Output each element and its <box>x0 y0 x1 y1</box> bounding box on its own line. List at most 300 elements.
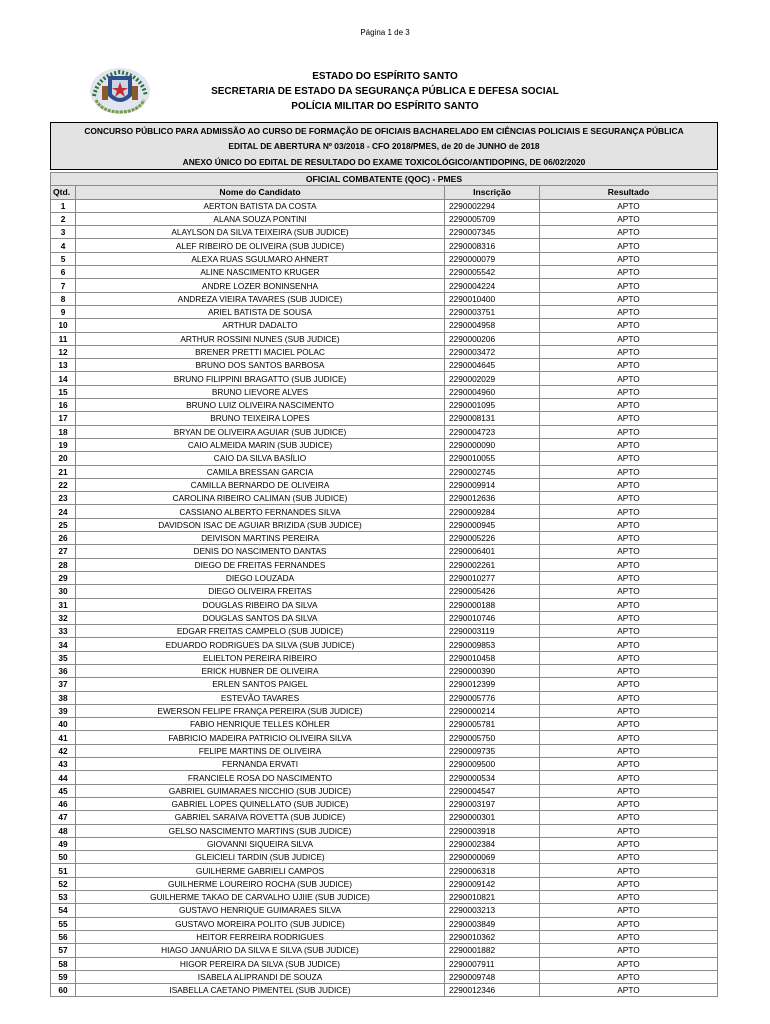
table-row <box>51 811 718 824</box>
inscricao: 2290007345 <box>445 226 540 239</box>
candidate-name: ALANA SOUZA PONTINI <box>76 212 445 225</box>
inscricao: 2290005781 <box>445 718 540 731</box>
inscricao: 2290009284 <box>445 505 540 518</box>
table-row <box>51 824 718 837</box>
candidate-name: CAIO ALMEIDA MARIN (SUB JUDICE) <box>76 438 445 451</box>
table-row <box>51 226 718 239</box>
resultado: APTO <box>540 691 718 704</box>
candidate-name: ARIEL BATISTA DE SOUSA <box>76 305 445 318</box>
row-qtd: 28 <box>51 558 76 571</box>
candidate-name: ANDREZA VIEIRA TAVARES (SUB JUDICE) <box>76 292 445 305</box>
inscricao: 2290006401 <box>445 545 540 558</box>
row-qtd: 33 <box>51 625 76 638</box>
inscricao: 2290000301 <box>445 811 540 824</box>
resultado: APTO <box>540 824 718 837</box>
inscricao: 2290003213 <box>445 904 540 917</box>
row-qtd: 36 <box>51 664 76 677</box>
inscricao: 2290008131 <box>445 412 540 425</box>
candidate-name: HIAGO JANUÁRIO DA SILVA E SILVA (SUB JUDICE) <box>76 944 445 957</box>
inscricao: 2290010400 <box>445 292 540 305</box>
row-qtd: 18 <box>51 425 76 438</box>
resultado: APTO <box>540 505 718 518</box>
row-qtd: 26 <box>51 532 76 545</box>
resultado: APTO <box>540 319 718 332</box>
row-qtd: 12 <box>51 345 76 358</box>
row-qtd: 35 <box>51 651 76 664</box>
inscricao: 2290009914 <box>445 478 540 491</box>
row-qtd: 38 <box>51 691 76 704</box>
candidate-name: EWERSON FELIPE FRANÇA PEREIRA (SUB JUDICE) <box>76 704 445 717</box>
column-header-row <box>51 186 718 199</box>
resultado: APTO <box>540 545 718 558</box>
row-qtd: 24 <box>51 505 76 518</box>
table-row <box>51 585 718 598</box>
inscricao: 2290003472 <box>445 345 540 358</box>
secretariat-title: SECRETARIA DE ESTADO DA SEGURANÇA PÚBLICA E DEFESA SOCIAL <box>211 86 559 97</box>
inscricao: 2290000090 <box>445 438 540 451</box>
candidate-name: HEITOR FERREIRA RODRIGUES <box>76 930 445 943</box>
page-number: Página 1 de 3 <box>360 28 410 37</box>
resultado: APTO <box>540 744 718 757</box>
table-row <box>51 771 718 784</box>
row-qtd: 2 <box>51 212 76 225</box>
row-qtd: 6 <box>51 266 76 279</box>
inscricao: 2290000390 <box>445 664 540 677</box>
inscricao: 2290005542 <box>445 266 540 279</box>
inscricao: 2290004547 <box>445 784 540 797</box>
inscricao: 2290009735 <box>445 744 540 757</box>
table-row <box>51 292 718 305</box>
table-row <box>51 505 718 518</box>
row-qtd: 52 <box>51 877 76 890</box>
resultado: APTO <box>540 625 718 638</box>
candidate-name: DIEGO DE FREITAS FERNANDES <box>76 558 445 571</box>
table-row <box>51 212 718 225</box>
row-qtd: 19 <box>51 438 76 451</box>
police-title: POLÍCIA MILITAR DO ESPÍRITO SANTO <box>291 101 479 112</box>
row-qtd: 40 <box>51 718 76 731</box>
resultado: APTO <box>540 851 718 864</box>
inscricao: 2290012399 <box>445 678 540 691</box>
table-row <box>51 611 718 624</box>
resultado: APTO <box>540 332 718 345</box>
row-qtd: 5 <box>51 252 76 265</box>
candidate-name: BRENER PRETTI MACIEL POLAC <box>76 345 445 358</box>
inscricao: 2290000079 <box>445 252 540 265</box>
inscricao: 2290010277 <box>445 571 540 584</box>
inscricao: 2290002029 <box>445 372 540 385</box>
results-table <box>50 172 718 997</box>
resultado: APTO <box>540 438 718 451</box>
table-row <box>51 425 718 438</box>
candidate-name: FERNANDA ERVATI <box>76 758 445 771</box>
row-qtd: 57 <box>51 944 76 957</box>
resultado: APTO <box>540 704 718 717</box>
inscricao: 2290009748 <box>445 970 540 983</box>
row-qtd: 9 <box>51 305 76 318</box>
candidate-name: ERICK HUBNER DE OLIVEIRA <box>76 664 445 677</box>
candidate-name: DEIVISON MARTINS PEREIRA <box>76 532 445 545</box>
inscricao: 2290003197 <box>445 797 540 810</box>
resultado: APTO <box>540 651 718 664</box>
resultado: APTO <box>540 811 718 824</box>
table-row <box>51 704 718 717</box>
inscricao: 2290005226 <box>445 532 540 545</box>
inscricao: 2290005709 <box>445 212 540 225</box>
resultado: APTO <box>540 239 718 252</box>
candidate-name: DIEGO OLIVEIRA FREITAS <box>76 585 445 598</box>
inscricao: 2290009500 <box>445 758 540 771</box>
resultado: APTO <box>540 452 718 465</box>
candidate-name: ERLEN SANTOS PAIGEL <box>76 678 445 691</box>
inscricao: 2290000214 <box>445 704 540 717</box>
inscricao: 2290002261 <box>445 558 540 571</box>
inscricao: 2290002294 <box>445 199 540 212</box>
row-qtd: 60 <box>51 984 76 997</box>
table-row <box>51 545 718 558</box>
notice-annex-line: ANEXO ÚNICO DO EDITAL DE RESULTADO DO EXAME TOXICOLÓGICO/ANTIDOPING, DE 06/02/2020 <box>182 156 586 167</box>
inscricao: 2290010746 <box>445 611 540 624</box>
inscricao: 2290010458 <box>445 651 540 664</box>
candidate-name: GABRIEL GUIMARAES NICCHIO (SUB JUDICE) <box>76 784 445 797</box>
inscricao: 2290003751 <box>445 305 540 318</box>
row-qtd: 46 <box>51 797 76 810</box>
table-row <box>51 532 718 545</box>
candidate-name: BRUNO LUIZ OLIVEIRA NASCIMENTO <box>76 399 445 412</box>
candidate-name: EDGAR FREITAS CAMPELO (SUB JUDICE) <box>76 625 445 638</box>
resultado: APTO <box>540 425 718 438</box>
resultado: APTO <box>540 478 718 491</box>
notice-box <box>50 122 718 170</box>
table-row <box>51 412 718 425</box>
resultado: APTO <box>540 359 718 372</box>
resultado: APTO <box>540 199 718 212</box>
row-qtd: 39 <box>51 704 76 717</box>
candidate-name: ISABELLA CAETANO PIMENTEL (SUB JUDICE) <box>76 984 445 997</box>
candidate-name: ISABELA ALIPRANDI DE SOUZA <box>76 970 445 983</box>
row-qtd: 1 <box>51 199 76 212</box>
inscricao: 2290004958 <box>445 319 540 332</box>
table-row <box>51 438 718 451</box>
candidate-name: DOUGLAS SANTOS DA SILVA <box>76 611 445 624</box>
inscricao: 2290000534 <box>445 771 540 784</box>
row-qtd: 45 <box>51 784 76 797</box>
resultado: APTO <box>540 465 718 478</box>
table-row <box>51 452 718 465</box>
inscricao: 2290008316 <box>445 239 540 252</box>
candidate-name: CASSIANO ALBERTO FERNANDES SILVA <box>76 505 445 518</box>
row-qtd: 15 <box>51 385 76 398</box>
inscricao: 2290010055 <box>445 452 540 465</box>
candidate-name: ARTHUR ROSSINI NUNES (SUB JUDICE) <box>76 332 445 345</box>
table-row <box>51 478 718 491</box>
candidate-name: GLEICIELI TARDIN (SUB JUDICE) <box>76 851 445 864</box>
row-qtd: 48 <box>51 824 76 837</box>
table-row <box>51 851 718 864</box>
table-row <box>51 319 718 332</box>
row-qtd: 22 <box>51 478 76 491</box>
candidate-name: ALINE NASCIMENTO KRUGER <box>76 266 445 279</box>
resultado: APTO <box>540 598 718 611</box>
resultado: APTO <box>540 532 718 545</box>
candidate-name: FABRICIO MADEIRA PATRICIO OLIVEIRA SILVA <box>76 731 445 744</box>
resultado: APTO <box>540 399 718 412</box>
row-qtd: 51 <box>51 864 76 877</box>
row-qtd: 8 <box>51 292 76 305</box>
table-row <box>51 558 718 571</box>
resultado: APTO <box>540 917 718 930</box>
inscricao: 2290003849 <box>445 917 540 930</box>
resultado: APTO <box>540 984 718 997</box>
inscricao: 2290000069 <box>445 851 540 864</box>
resultado: APTO <box>540 758 718 771</box>
row-qtd: 49 <box>51 837 76 850</box>
candidate-name: ALEXA RUAS SGULMARO AHNERT <box>76 252 445 265</box>
candidate-name: FELIPE MARTINS DE OLIVEIRA <box>76 744 445 757</box>
resultado: APTO <box>540 771 718 784</box>
row-qtd: 3 <box>51 226 76 239</box>
table-row <box>51 731 718 744</box>
notice-contest-line: CONCURSO PÚBLICO PARA ADMISSÃO AO CURSO DE FORMAÇÃO DE OFICIAIS BACHARELADO EM CIÊNCIAS POLICIAIS E SEGURANÇA PÚBLICA <box>84 126 684 136</box>
resultado: APTO <box>540 585 718 598</box>
inscricao: 2290003918 <box>445 824 540 837</box>
inscricao: 2290007911 <box>445 957 540 970</box>
resultado: APTO <box>540 891 718 904</box>
inscricao: 2290002745 <box>445 465 540 478</box>
inscricao: 2290005776 <box>445 691 540 704</box>
col-inscricao: Inscrição <box>445 186 540 199</box>
resultado: APTO <box>540 784 718 797</box>
row-qtd: 25 <box>51 518 76 531</box>
resultado: APTO <box>540 518 718 531</box>
table-row <box>51 797 718 810</box>
candidate-name: GUILHERME GABRIELI CAMPOS <box>76 864 445 877</box>
table-row <box>51 598 718 611</box>
inscricao: 2290004224 <box>445 279 540 292</box>
row-qtd: 20 <box>51 452 76 465</box>
table-row <box>51 904 718 917</box>
resultado: APTO <box>540 837 718 850</box>
candidate-name: CAROLINA RIBEIRO CALIMAN (SUB JUDICE) <box>76 492 445 505</box>
resultado: APTO <box>540 664 718 677</box>
candidate-name: GUSTAVO MOREIRA POLITO (SUB JUDICE) <box>76 917 445 930</box>
row-qtd: 44 <box>51 771 76 784</box>
table-row <box>51 970 718 983</box>
row-qtd: 42 <box>51 744 76 757</box>
row-qtd: 56 <box>51 930 76 943</box>
row-qtd: 11 <box>51 332 76 345</box>
table-row <box>51 984 718 997</box>
table-row <box>51 638 718 651</box>
row-qtd: 55 <box>51 917 76 930</box>
table-row <box>51 678 718 691</box>
table-row <box>51 837 718 850</box>
inscricao: 2290012636 <box>445 492 540 505</box>
resultado: APTO <box>540 212 718 225</box>
inscricao: 2290006318 <box>445 864 540 877</box>
table-row <box>51 930 718 943</box>
resultado: APTO <box>540 718 718 731</box>
table-row <box>51 345 718 358</box>
candidate-name: GABRIEL LOPES QUINELLATO (SUB JUDICE) <box>76 797 445 810</box>
table-row <box>51 917 718 930</box>
inscricao: 2290010821 <box>445 891 540 904</box>
resultado: APTO <box>540 571 718 584</box>
resultado: APTO <box>540 292 718 305</box>
table-row <box>51 664 718 677</box>
candidate-name: CAMILLA BERNARDO DE OLIVEIRA <box>76 478 445 491</box>
table-row <box>51 266 718 279</box>
row-qtd: 21 <box>51 465 76 478</box>
resultado: APTO <box>540 638 718 651</box>
resultado: APTO <box>540 345 718 358</box>
table-row <box>51 864 718 877</box>
candidate-name: GELSO NASCIMENTO MARTINS (SUB JUDICE) <box>76 824 445 837</box>
candidate-name: BRYAN DE OLIVEIRA AGUIAR (SUB JUDICE) <box>76 425 445 438</box>
inscricao: 2290004960 <box>445 385 540 398</box>
notice-edital-line: EDITAL DE ABERTURA Nº 03/2018 - CFO 2018/PMES, de 20 de JUNHO de 2018 <box>228 141 540 152</box>
table-row <box>51 625 718 638</box>
candidate-name: DAVIDSON ISAC DE AGUIAR BRIZIDA (SUB JUDICE) <box>76 518 445 531</box>
resultado: APTO <box>540 305 718 318</box>
inscricao: 2290009142 <box>445 877 540 890</box>
resultado: APTO <box>540 252 718 265</box>
candidate-name: EDUARDO RODRIGUES DA SILVA (SUB JUDICE) <box>76 638 445 651</box>
candidate-name: ALAYLSON DA SILVA TEIXEIRA (SUB JUDICE) <box>76 226 445 239</box>
inscricao: 2290005750 <box>445 731 540 744</box>
table-row <box>51 305 718 318</box>
table-row <box>51 332 718 345</box>
state-title: ESTADO DO ESPÍRITO SANTO <box>312 71 458 82</box>
resultado: APTO <box>540 412 718 425</box>
resultado: APTO <box>540 678 718 691</box>
table-row <box>51 239 718 252</box>
inscricao: 2290012346 <box>445 984 540 997</box>
table-row <box>51 891 718 904</box>
inscricao: 2290001095 <box>445 399 540 412</box>
table-row <box>51 758 718 771</box>
resultado: APTO <box>540 904 718 917</box>
candidate-name: GUILHERME LOUREIRO ROCHA (SUB JUDICE) <box>76 877 445 890</box>
candidate-name: ESTEVÃO TAVARES <box>76 691 445 704</box>
row-qtd: 59 <box>51 970 76 983</box>
inscricao: 2290002384 <box>445 837 540 850</box>
table-row <box>51 877 718 890</box>
candidate-name: FABIO HENRIQUE TELLES KÖHLER <box>76 718 445 731</box>
table-row <box>51 691 718 704</box>
resultado: APTO <box>540 930 718 943</box>
resultado: APTO <box>540 864 718 877</box>
row-qtd: 10 <box>51 319 76 332</box>
row-qtd: 17 <box>51 412 76 425</box>
candidate-name: BRUNO TEIXEIRA LOPES <box>76 412 445 425</box>
candidate-name: GUILHERME TAKAO DE CARVALHO UJIIE (SUB JUDICE) <box>76 891 445 904</box>
table-row <box>51 465 718 478</box>
candidate-name: HIGOR PEREIRA DA SILVA (SUB JUDICE) <box>76 957 445 970</box>
resultado: APTO <box>540 611 718 624</box>
resultado: APTO <box>540 797 718 810</box>
table-row <box>51 784 718 797</box>
candidate-name: ALEF RIBEIRO DE OLIVEIRA (SUB JUDICE) <box>76 239 445 252</box>
resultado: APTO <box>540 492 718 505</box>
candidate-name: ANDRE LOZER BONINSENHA <box>76 279 445 292</box>
row-qtd: 13 <box>51 359 76 372</box>
inscricao: 2290001882 <box>445 944 540 957</box>
row-qtd: 34 <box>51 638 76 651</box>
row-qtd: 23 <box>51 492 76 505</box>
row-qtd: 7 <box>51 279 76 292</box>
table-row <box>51 944 718 957</box>
inscricao: 2290009853 <box>445 638 540 651</box>
table-body <box>51 199 718 997</box>
inscricao: 2290004645 <box>445 359 540 372</box>
resultado: APTO <box>540 266 718 279</box>
resultado: APTO <box>540 226 718 239</box>
candidate-name: ARTHUR DADALTO <box>76 319 445 332</box>
row-qtd: 16 <box>51 399 76 412</box>
table-row <box>51 651 718 664</box>
resultado: APTO <box>540 944 718 957</box>
category-row <box>51 173 718 186</box>
row-qtd: 41 <box>51 731 76 744</box>
table-row <box>51 385 718 398</box>
inscricao: 2290000188 <box>445 598 540 611</box>
candidate-name: DOUGLAS RIBEIRO DA SILVA <box>76 598 445 611</box>
col-resultado: Resultado <box>540 186 718 199</box>
row-qtd: 27 <box>51 545 76 558</box>
row-qtd: 31 <box>51 598 76 611</box>
candidate-name: GIOVANNI SIQUEIRA SILVA <box>76 837 445 850</box>
table-row <box>51 372 718 385</box>
candidate-name: BRUNO DOS SANTOS BARBOSA <box>76 359 445 372</box>
candidate-name: DENIS DO NASCIMENTO DANTAS <box>76 545 445 558</box>
resultado: APTO <box>540 558 718 571</box>
candidate-name: DIEGO LOUZADA <box>76 571 445 584</box>
category-title: OFICIAL COMBATENTE (QOC) - PMES <box>51 173 718 186</box>
table-row <box>51 744 718 757</box>
resultado: APTO <box>540 957 718 970</box>
candidate-name: FRANCIELE ROSA DO NASCIMENTO <box>76 771 445 784</box>
row-qtd: 32 <box>51 611 76 624</box>
inscricao: 2290003119 <box>445 625 540 638</box>
candidate-name: GUSTAVO HENRIQUE GUIMARAES SILVA <box>76 904 445 917</box>
resultado: APTO <box>540 385 718 398</box>
table-row <box>51 399 718 412</box>
row-qtd: 43 <box>51 758 76 771</box>
table-row <box>51 718 718 731</box>
table-row <box>51 957 718 970</box>
candidate-name: CAIO DA SILVA BASÍLIO <box>76 452 445 465</box>
row-qtd: 29 <box>51 571 76 584</box>
inscricao: 2290010362 <box>445 930 540 943</box>
row-qtd: 54 <box>51 904 76 917</box>
inscricao: 2290000945 <box>445 518 540 531</box>
table-row <box>51 252 718 265</box>
row-qtd: 37 <box>51 678 76 691</box>
inscricao: 2290004723 <box>445 425 540 438</box>
table-row <box>51 518 718 531</box>
row-qtd: 47 <box>51 811 76 824</box>
resultado: APTO <box>540 372 718 385</box>
resultado: APTO <box>540 731 718 744</box>
row-qtd: 50 <box>51 851 76 864</box>
table-row <box>51 279 718 292</box>
table-row <box>51 199 718 212</box>
col-qtd: Qtd. <box>51 186 76 199</box>
row-qtd: 58 <box>51 957 76 970</box>
row-qtd: 4 <box>51 239 76 252</box>
row-qtd: 14 <box>51 372 76 385</box>
